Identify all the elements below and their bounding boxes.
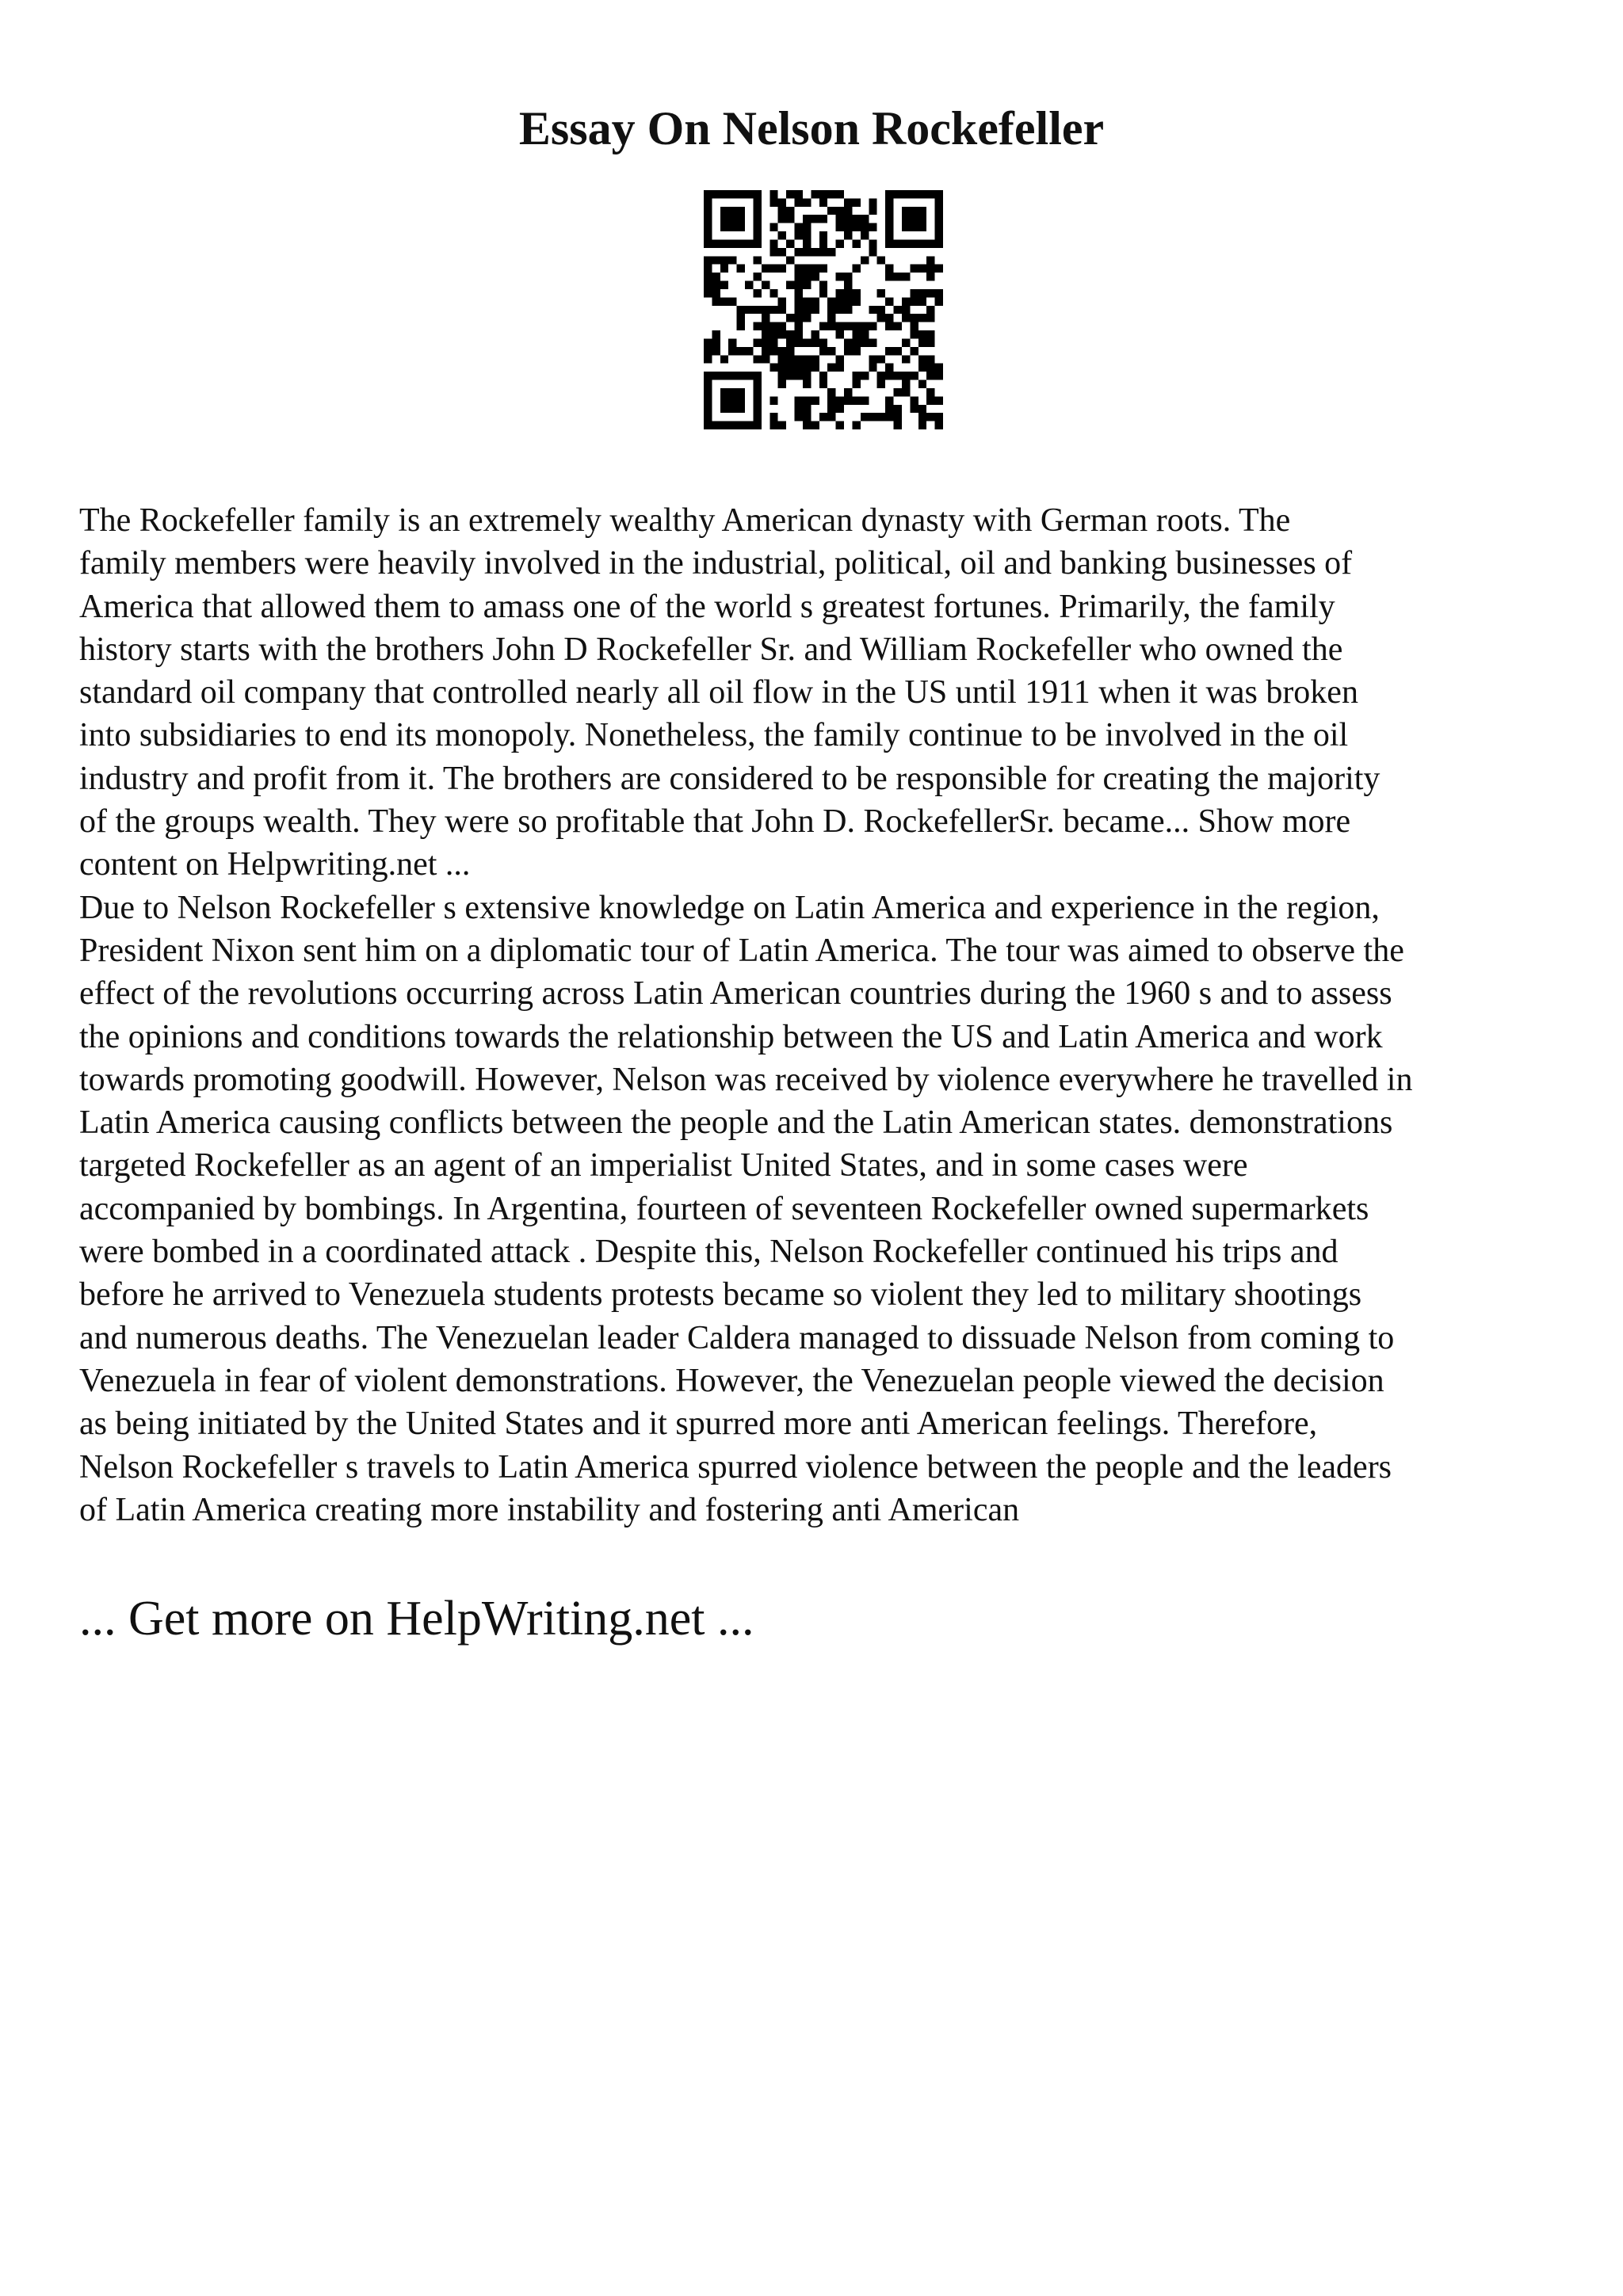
text-line: accompanied by bombings. In Argentina, fourteen of seventeen Rockefeller owned supermarkets: [79, 1190, 1369, 1227]
text-line: before he arrived to Venezuela students protests became so violent they led to military shootings: [79, 1276, 1362, 1314]
text-line: as being initiated by the United States and it spurred more anti American feelings. Therefore,: [79, 1405, 1318, 1443]
text-line: The Rockefeller family is an extremely wealthy American dynasty with German roots. The: [79, 502, 1291, 539]
paragraph-1: [79, 499, 1577, 887]
text-line: America that allowed them to amass one of the world s greatest fortunes. Primarily, the family: [79, 588, 1335, 625]
text-line: of Latin America creating more instability and fostering anti American: [79, 1491, 1020, 1528]
text-line: industry and profit from it. The brothers are considered to be responsible for creating the majority: [79, 760, 1381, 797]
text-line: Latin America causing conflicts between the people and the Latin American states. demonstrations: [79, 1104, 1393, 1142]
text-line: of the groups wealth. They were so profitable that John D. RockefellerSr. became... Show more: [79, 803, 1351, 841]
text-line: family members were heavily involved in the industrial, political, oil and banking businesses of: [79, 545, 1353, 582]
text-line: Nelson Rockefeller s travels to Latin America spurred violence between the people and the leaders: [79, 1448, 1392, 1486]
text-line: towards promoting goodwill. However, Nelson was received by violence everywhere he travelled in: [79, 1061, 1413, 1098]
text-line: President Nixon sent him on a diplomatic tour of Latin America. The tour was aimed to observe the: [79, 932, 1404, 969]
text-line: standard oil company that controlled nearly all oil flow in the US until 1911 when it was broken: [79, 674, 1358, 711]
text-line: into subsidiaries to end its monopoly. Nonetheless, the family continue to be involved in the oil: [79, 717, 1349, 754]
text-line: Due to Nelson Rockefeller s extensive knowledge on Latin America and experience in the region,: [79, 889, 1380, 926]
footer-link-text: ... Get more on HelpWriting.net ...: [79, 1592, 754, 1646]
document-title: Essay On Nelson Rockefeller: [518, 102, 1105, 154]
text-line: were bombed in a coordinated attack . Despite this, Nelson Rockefeller continued his trips and: [79, 1234, 1338, 1271]
paragraph-2: [79, 887, 1577, 1531]
text-line: history starts with the brothers John D Rockefeller Sr. and William Rockefeller who owned the: [79, 631, 1343, 668]
text-line: targeted Rockefeller as an agent of an imperialist United States, and in some cases were: [79, 1147, 1248, 1184]
text-line: the opinions and conditions towards the relationship between the US and Latin America and work: [79, 1018, 1383, 1055]
text-line: and numerous deaths. The Venezuelan leader Caldera managed to dissuade Nelson from coming to: [79, 1319, 1395, 1356]
essay-body: [79, 499, 1577, 1531]
text-line: content on Helpwriting.net ...: [79, 846, 471, 883]
text-line: Venezuela in fear of violent demonstrations. However, the Venezuelan people viewed the decision: [79, 1362, 1384, 1399]
text-line: effect of the revolutions occurring across Latin American countries during the 1960 s and to assess: [79, 975, 1392, 1013]
qr-code-icon: [704, 190, 943, 429]
